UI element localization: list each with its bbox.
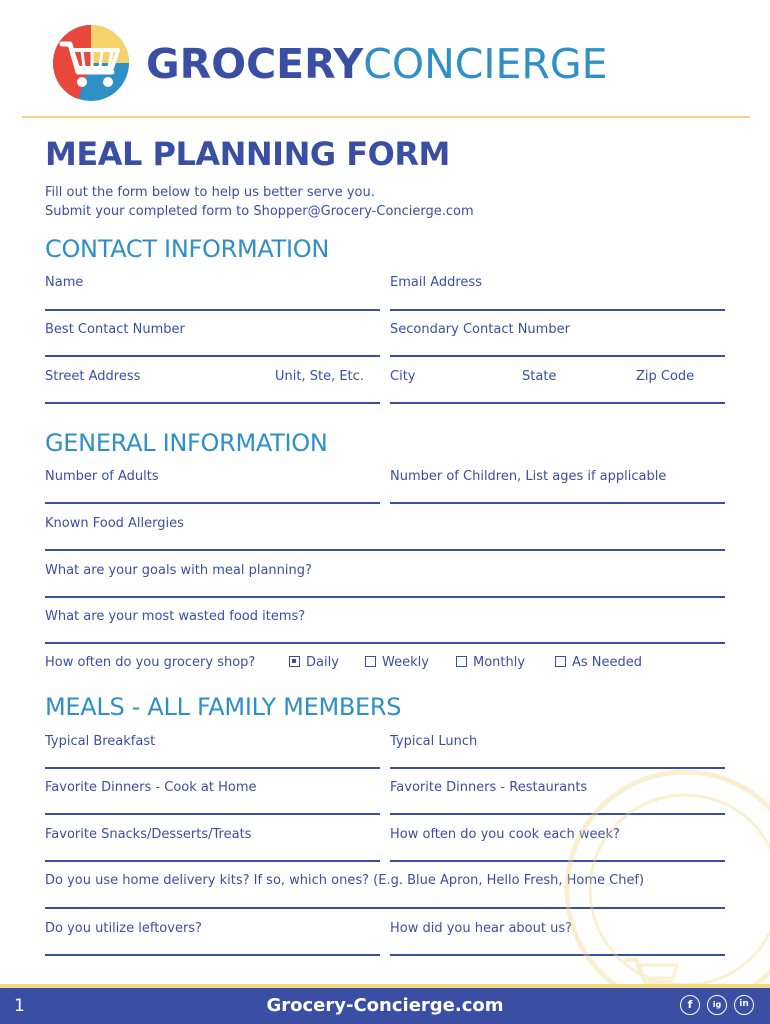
leftovers-label: Do you utilize leftovers? [45,921,202,936]
seal-watermark-icon [545,760,770,1000]
facebook-icon[interactable]: f [680,995,700,1015]
heard-label: How did you hear about us? [390,921,572,936]
checkbox-icon[interactable] [365,656,376,667]
adults-field[interactable] [45,502,380,504]
shop-option-label: Daily [306,655,339,670]
dinners-restaurants-label: Favorite Dinners - Restaurants [390,780,588,795]
secondary-phone-field[interactable] [390,355,725,357]
cook-frequency-label: How often do you cook each week? [390,827,620,842]
unit-label: Unit, Ste, Etc. [275,369,364,384]
instagram-icon[interactable]: ig [707,995,727,1015]
dinners-home-field[interactable] [45,813,380,815]
best-phone-field[interactable] [45,355,380,357]
brand-bold: GROCERY [146,40,364,88]
children-field[interactable] [390,502,725,504]
contact-heading: CONTACT INFORMATION [45,235,329,263]
general-heading: GENERAL INFORMATION [45,429,328,457]
adults-label: Number of Adults [45,469,159,484]
checkbox-checked-icon[interactable] [289,656,300,667]
header-divider [22,116,750,118]
brand-wordmark [146,38,608,90]
street-field[interactable] [45,402,380,404]
shop-option-label: As Needed [572,655,643,670]
email-field[interactable] [390,309,725,311]
secondary-phone-label: Secondary Contact Number [390,322,570,337]
cart-logo-icon [52,24,130,102]
checkbox-icon[interactable] [456,656,467,667]
street-label: Street Address [45,369,141,384]
shop-option-as-needed[interactable] [555,654,642,672]
city-state-zip-field[interactable] [390,402,725,404]
zip-label: Zip Code [636,369,695,384]
checkbox-icon[interactable] [555,656,566,667]
goals-label: What are your goals with meal planning? [45,563,312,578]
allergies-field[interactable] [45,549,725,551]
state-label: State [522,369,557,384]
dinners-home-label: Favorite Dinners - Cook at Home [45,780,257,795]
breakfast-field[interactable] [45,767,380,769]
shop-option-label: Monthly [473,655,526,670]
email-label: Email Address [390,275,482,290]
shop-option-daily[interactable] [289,654,339,672]
meals-heading: MEALS - ALL FAMILY MEMBERS [45,693,402,721]
best-phone-label: Best Contact Number [45,322,185,337]
shop-frequency-label: How often do you grocery shop? [45,655,256,670]
name-label: Name [45,275,84,290]
leftovers-field[interactable] [45,954,380,956]
page-title: MEAL PLANNING FORM [45,135,450,173]
shop-option-weekly[interactable] [365,654,429,672]
lunch-label: Typical Lunch [390,734,478,749]
footer-website-link[interactable]: Grocery-Concierge.com [266,995,504,1016]
children-label: Number of Children, List ages if applicable [390,469,667,484]
linkedin-icon[interactable]: in [734,995,754,1015]
intro-line-1: Fill out the form below to help us better serve you. [45,185,375,200]
snacks-label: Favorite Snacks/Desserts/Treats [45,827,252,842]
goals-field[interactable] [45,596,725,598]
city-label: City [390,369,416,384]
name-field[interactable] [45,309,380,311]
wasted-label: What are your most wasted food items? [45,609,306,624]
intro-line-2[interactable]: Submit your completed form to Shopper@Grocery-Concierge.com [45,204,474,219]
shop-option-monthly[interactable] [456,654,525,672]
page-number: 1 [14,996,25,1016]
brand-light: CONCIERGE [363,40,608,88]
wasted-field[interactable] [45,642,725,644]
delivery-kits-label: Do you use home delivery kits? If so, which ones? (E.g. Blue Apron, Hello Fresh, Home Chef) [45,873,645,888]
snacks-field[interactable] [45,860,380,862]
allergies-label: Known Food Allergies [45,516,184,531]
breakfast-label: Typical Breakfast [45,734,156,749]
shop-option-label: Weekly [382,655,429,670]
